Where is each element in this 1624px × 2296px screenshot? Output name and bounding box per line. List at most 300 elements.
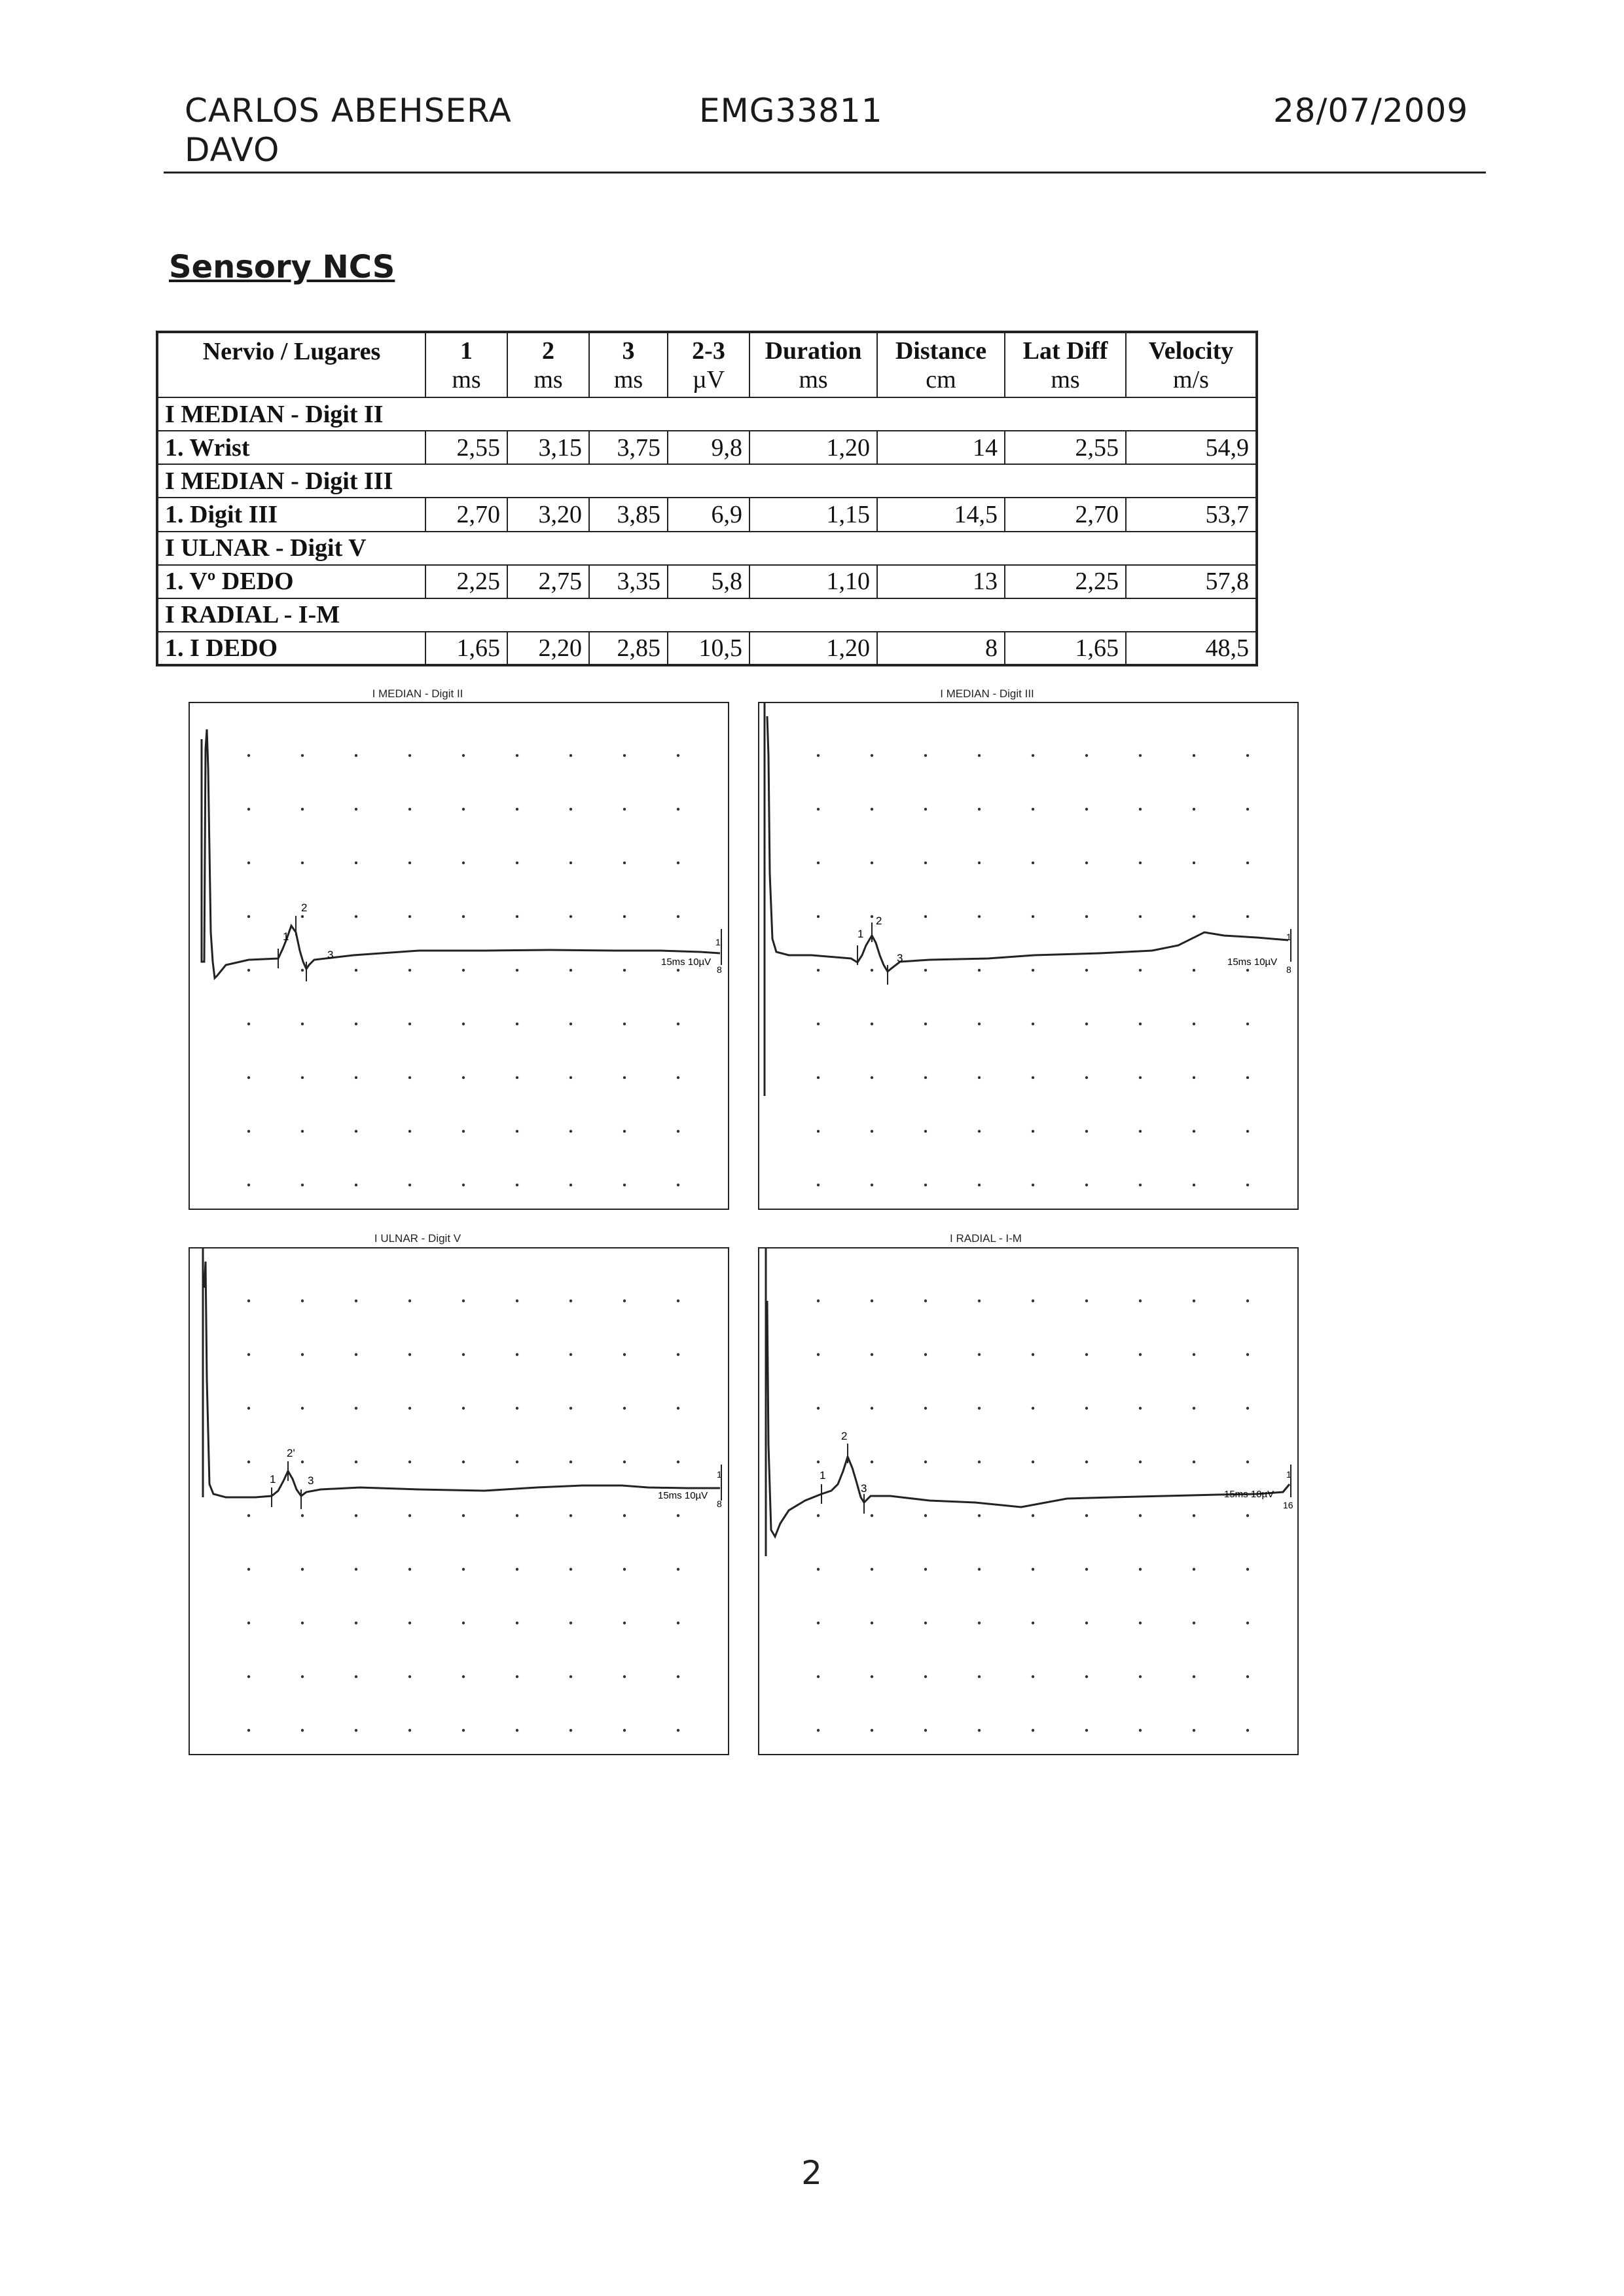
grid-dot [1032, 1076, 1034, 1079]
grid-dot [1085, 862, 1088, 864]
grid-dot [247, 1461, 250, 1463]
grid-dot [1193, 1461, 1195, 1463]
grid-dot [1193, 1729, 1195, 1732]
grid-dot [462, 1514, 465, 1517]
marker-3-label: 3 [897, 952, 903, 964]
grid-dot [1139, 1568, 1142, 1571]
panel-title: I MEDIAN - Digit II [372, 687, 463, 700]
grid-dot [623, 1729, 626, 1732]
grid-dot [1032, 808, 1034, 811]
grid-dot [1246, 1184, 1249, 1186]
grid-dot [569, 1353, 572, 1356]
grid-dots [247, 1300, 679, 1732]
grid-dot [677, 1675, 679, 1678]
grid-dot [408, 1514, 411, 1517]
grid-dot [301, 1300, 304, 1302]
grid-dot [1139, 1514, 1142, 1517]
grid-dot [871, 808, 873, 811]
grid-dot [247, 862, 250, 864]
col-header-amp: 2-3 µV [668, 332, 749, 397]
grid-dot [569, 1184, 572, 1186]
grid-dot [301, 1023, 304, 1025]
patient-name-line2: DAVO [185, 131, 280, 169]
grid-dot [355, 808, 357, 811]
grid-dot [871, 1353, 873, 1356]
value-cell: 3,85 [589, 498, 668, 531]
cursor-bottom-label: 8 [717, 964, 722, 975]
grid-dot [1032, 1184, 1034, 1186]
grid-dot [924, 1729, 927, 1732]
grid-dot [677, 1076, 679, 1079]
grid-dot [355, 1023, 357, 1025]
grid-dot [462, 1622, 465, 1624]
grid-dot [1193, 969, 1195, 972]
grid-dot [569, 1729, 572, 1732]
grid-dot [516, 1076, 518, 1079]
marker-2-label: 2' [287, 1447, 295, 1459]
marker-1-label: 1 [270, 1473, 276, 1485]
grid-dot [462, 1729, 465, 1732]
grid-dot [1139, 1729, 1142, 1732]
grid-dot [1032, 1023, 1034, 1025]
grid-dot [462, 1076, 465, 1079]
grid-dot [871, 862, 873, 864]
marker-3-label: 3 [327, 949, 334, 961]
grid-dot [408, 1622, 411, 1624]
grid-dot [1246, 915, 1249, 918]
value-cell: 3,15 [507, 431, 589, 464]
grid-dot [408, 1353, 411, 1356]
grid-dot [408, 1130, 411, 1133]
grid-dot [569, 1407, 572, 1410]
grid-dot [1246, 808, 1249, 811]
grid-dot [1193, 1514, 1195, 1517]
grid-dot [1085, 1461, 1088, 1463]
table-row [157, 498, 1257, 531]
grid-dot [247, 969, 250, 972]
grid-dot [569, 754, 572, 757]
grid-dot [569, 1461, 572, 1463]
value-cell: 57,8 [1126, 565, 1257, 598]
grid-dot [924, 969, 927, 972]
grid-dot [1246, 1076, 1249, 1079]
grid-dot [871, 1023, 873, 1025]
grid-dot [301, 1407, 304, 1410]
grid-dot [1246, 1407, 1249, 1410]
grid-dot [516, 1675, 518, 1678]
grid-dot [623, 808, 626, 811]
grid-dot [924, 754, 927, 757]
grid-dot [301, 1514, 304, 1517]
grid-dot [569, 1076, 572, 1079]
grid-dot [462, 1130, 465, 1133]
grid-dot [1085, 754, 1088, 757]
scale-label: 15ms 10µV [1227, 957, 1278, 968]
grid-dot [1193, 862, 1195, 864]
grid-dot [247, 1023, 250, 1025]
value-cell: 1,65 [425, 632, 507, 665]
grid-dot [1032, 1729, 1034, 1732]
grid-dot [677, 1184, 679, 1186]
grid-dot [516, 1023, 518, 1025]
grid-dot [462, 969, 465, 972]
grid-dot [569, 1675, 572, 1678]
grid-dot [462, 1184, 465, 1186]
patient-name-line1: CARLOS ABEHSERA [185, 92, 512, 130]
scale-label: 15ms 10µV [658, 1490, 708, 1501]
grid-dot [871, 754, 873, 757]
value-cell: 14 [877, 431, 1005, 464]
site-cell: 1. Wrist [157, 431, 425, 464]
grid-dot [355, 1514, 357, 1517]
grid-dot [301, 1353, 304, 1356]
grid-dot [817, 1729, 820, 1732]
grid-dot [1032, 754, 1034, 757]
grid-dots [817, 1300, 1249, 1732]
col-header-lat2: 2 ms [507, 332, 589, 397]
value-cell: 2,70 [1005, 498, 1126, 531]
grid-dot [301, 754, 304, 757]
grid-dot [1246, 1514, 1249, 1517]
grid-dot [817, 1622, 820, 1624]
grid-dot [408, 1076, 411, 1079]
grid-dot [247, 1622, 250, 1624]
grid-dot [1193, 808, 1195, 811]
cursor-top-label: 1 [1286, 932, 1291, 942]
marker-2-label: 2 [876, 915, 882, 927]
grid-dot [355, 862, 357, 864]
grid-dot [677, 1130, 679, 1133]
grid-dot [677, 969, 679, 972]
grid-dot [924, 1461, 927, 1463]
grid-dot [871, 1300, 873, 1302]
grid-dot [569, 1300, 572, 1302]
grid-dot [462, 808, 465, 811]
grid-dot [871, 1184, 873, 1186]
site-cell: 1. Digit III [157, 498, 425, 531]
grid-dot [1032, 1675, 1034, 1678]
grid-dot [817, 969, 820, 972]
grid-dot [623, 1300, 626, 1302]
grid-dot [516, 1622, 518, 1624]
grid-dot [516, 754, 518, 757]
grid-dot [924, 1300, 927, 1302]
marker-3-label: 3 [861, 1482, 867, 1495]
grid-dot [408, 1729, 411, 1732]
grid-dot [1085, 1675, 1088, 1678]
grid-dot [247, 1184, 250, 1186]
panel-title: I RADIAL - I-M [950, 1232, 1022, 1245]
grid-dot [1085, 1023, 1088, 1025]
grid-dot [1193, 1353, 1195, 1356]
waveform-panel [758, 702, 1299, 1210]
waveform-panel [189, 1247, 729, 1755]
grid-dot [924, 1023, 927, 1025]
grid-dot [978, 915, 981, 918]
grid-dot [1139, 1353, 1142, 1356]
grid-dot [978, 1353, 981, 1356]
grid-dot [516, 862, 518, 864]
grid-dot [623, 1353, 626, 1356]
grid-dot [817, 754, 820, 757]
grid-dot [247, 1568, 250, 1571]
value-cell: 1,20 [749, 632, 877, 665]
grid-dot [1085, 808, 1088, 811]
grid-dot [516, 969, 518, 972]
grid-dot [355, 969, 357, 972]
grid-dot [817, 1461, 820, 1463]
grid-dot [1246, 1023, 1249, 1025]
grid-dot [1085, 1622, 1088, 1624]
grid-dot [924, 1353, 927, 1356]
grid-dot [871, 1461, 873, 1463]
grid-dot [924, 1407, 927, 1410]
section-title: Sensory NCS [169, 249, 395, 285]
grid-dot [355, 1407, 357, 1410]
grid-dot [978, 969, 981, 972]
grid-dot [247, 754, 250, 757]
grid-dot [978, 1568, 981, 1571]
grid-dot [301, 1076, 304, 1079]
value-cell: 48,5 [1126, 632, 1257, 665]
grid-dot [817, 1300, 820, 1302]
grid-dot [871, 1076, 873, 1079]
grid-dot [978, 1675, 981, 1678]
grid-dot [677, 1461, 679, 1463]
grid-dot [408, 915, 411, 918]
grid-dot [1246, 1130, 1249, 1133]
grid-dot [408, 808, 411, 811]
grid-dot [301, 862, 304, 864]
grid-dot [462, 915, 465, 918]
value-cell: 3,75 [589, 431, 668, 464]
grid-dot [408, 969, 411, 972]
grid-dot [408, 1675, 411, 1678]
grid-dot [871, 1407, 873, 1410]
cursor-bottom-label: 8 [1286, 964, 1291, 975]
grid-dot [1032, 1622, 1034, 1624]
grid-dot [623, 969, 626, 972]
grid-dot [1246, 969, 1249, 972]
grid-dot [817, 862, 820, 864]
grid-dot [623, 1622, 626, 1624]
cursor-top-label: 1 [715, 937, 721, 947]
grid-dot [408, 1407, 411, 1410]
grid-dot [1139, 862, 1142, 864]
value-cell: 3,20 [507, 498, 589, 531]
grid-dot [516, 1300, 518, 1302]
grid-dot [978, 1130, 981, 1133]
grid-dot [355, 1729, 357, 1732]
grid-dot [677, 1023, 679, 1025]
grid-dot [1246, 1461, 1249, 1463]
grid-dot [623, 915, 626, 918]
grid-dot [817, 1076, 820, 1079]
grid-dot [924, 1184, 927, 1186]
cursor-bottom-label: 16 [1283, 1500, 1293, 1510]
grid-dot [924, 1130, 927, 1133]
grid-dot [355, 1353, 357, 1356]
grid-dot [623, 1568, 626, 1571]
grid-dot [1193, 915, 1195, 918]
sensory-waveform-trace [766, 1248, 1290, 1556]
grid-dot [1193, 1568, 1195, 1571]
grid-dot [817, 1353, 820, 1356]
panel-title: I ULNAR - Digit V [374, 1232, 461, 1245]
grid-dot [301, 808, 304, 811]
grid-dot [247, 1130, 250, 1133]
grid-dot [301, 969, 304, 972]
grid-dot [871, 1622, 873, 1624]
grid-dot [355, 1622, 357, 1624]
marker-1-label: 1 [283, 930, 289, 943]
table-row [157, 431, 1257, 464]
grid-dot [569, 1568, 572, 1571]
grid-dot [1085, 1353, 1088, 1356]
value-cell: 13 [877, 565, 1005, 598]
table-row [157, 632, 1257, 665]
grid-dot [516, 1353, 518, 1356]
grid-dot [569, 969, 572, 972]
grid-dot [924, 1675, 927, 1678]
grid-dot [1139, 1023, 1142, 1025]
grid-dot [408, 1184, 411, 1186]
grid-dot [1085, 1076, 1088, 1079]
grid-dot [978, 1729, 981, 1732]
grid-dot [1139, 1076, 1142, 1079]
grid-dot [1193, 754, 1195, 757]
grid-dot [1085, 1130, 1088, 1133]
grid-dot [301, 1184, 304, 1186]
grid-dot [978, 1023, 981, 1025]
grid-dot [569, 862, 572, 864]
value-cell: 10,5 [668, 632, 749, 665]
grid-dot [623, 754, 626, 757]
grid-dot [1246, 1622, 1249, 1624]
col-header-lat3: 3 ms [589, 332, 668, 397]
value-cell: 2,75 [507, 565, 589, 598]
grid-dot [677, 1300, 679, 1302]
grid-dot [817, 1568, 820, 1571]
col-header-site: Nervio / Lugares [157, 332, 425, 397]
grid-dot [1085, 915, 1088, 918]
panel-title: I MEDIAN - Digit III [940, 687, 1034, 700]
grid-dot [978, 1461, 981, 1463]
grid-dot [817, 1675, 820, 1678]
grid-dot [1246, 862, 1249, 864]
col-header-velocity: Velocity m/s [1126, 332, 1257, 397]
value-cell: 1,15 [749, 498, 877, 531]
grid-dot [1246, 1729, 1249, 1732]
grid-dot [1032, 1514, 1034, 1517]
grid-dot [1139, 915, 1142, 918]
grid-dot [301, 1622, 304, 1624]
grid-dot [462, 1300, 465, 1302]
marker-1-label: 1 [820, 1469, 826, 1482]
grid-dot [301, 1568, 304, 1571]
site-cell: 1. I DEDO [157, 632, 425, 665]
grid-dot [978, 808, 981, 811]
marker-2-label: 2 [301, 902, 308, 914]
grid-dot [924, 1568, 927, 1571]
value-cell: 6,9 [668, 498, 749, 531]
grid-dot [677, 754, 679, 757]
grid-dot [247, 915, 250, 918]
grid-dot [871, 1568, 873, 1571]
marker-2-label: 2 [841, 1430, 848, 1442]
grid-dot [817, 1407, 820, 1410]
grid-dot [817, 915, 820, 918]
grid-dot [408, 754, 411, 757]
grid-dot [1139, 1675, 1142, 1678]
grid-dot [355, 1675, 357, 1678]
grid-dot [1032, 1568, 1034, 1571]
grid-dot [408, 1461, 411, 1463]
page-number: 2 [801, 2154, 822, 2192]
grid-dot [677, 1729, 679, 1732]
header-divider [164, 172, 1486, 173]
grid-dot [1193, 1076, 1195, 1079]
grid-dot [569, 915, 572, 918]
site-cell: 1. Vº DEDO [157, 565, 425, 598]
grid-dot [1032, 1407, 1034, 1410]
col-header-lat1: 1 ms [425, 332, 507, 397]
grid-dot [1085, 1300, 1088, 1302]
grid-dot [1032, 915, 1034, 918]
grid-dot [516, 915, 518, 918]
grid-dot [408, 862, 411, 864]
marker-3-label: 3 [308, 1474, 314, 1487]
scale-label: 15ms 10µV [661, 957, 712, 968]
grid-dot [408, 1023, 411, 1025]
grid-dot [516, 1130, 518, 1133]
grid-dot [462, 1023, 465, 1025]
grid-dot [871, 1130, 873, 1133]
value-cell: 2,25 [425, 565, 507, 598]
grid-dot [677, 915, 679, 918]
grid-dot [247, 1407, 250, 1410]
grid-dot [1085, 1514, 1088, 1517]
value-cell: 2,25 [1005, 565, 1126, 598]
grid-dot [1193, 1130, 1195, 1133]
grid-dot [462, 754, 465, 757]
marker-1-label: 1 [857, 928, 864, 940]
cursor-bottom-label: 8 [717, 1499, 722, 1509]
nerve-group-label: I ULNAR - Digit V [157, 532, 1257, 565]
grid-dot [355, 1300, 357, 1302]
grid-dot [978, 1514, 981, 1517]
grid-dot [623, 1184, 626, 1186]
grid-dot [462, 862, 465, 864]
nerve-group-label: I RADIAL - I-M [157, 598, 1257, 632]
grid-dot [516, 1184, 518, 1186]
grid-dot [1032, 1130, 1034, 1133]
sensory-waveform-trace [203, 1248, 720, 1497]
col-header-distance: Distance cm [877, 332, 1005, 397]
grid-dot [569, 1023, 572, 1025]
grid-dot [871, 915, 873, 918]
value-cell: 14,5 [877, 498, 1005, 531]
col-header-duration: Duration ms [749, 332, 877, 397]
grid-dot [1139, 1407, 1142, 1410]
nerve-group-label: I MEDIAN - Digit III [157, 464, 1257, 498]
grid-dot [1139, 1622, 1142, 1624]
grid-dot [247, 1729, 250, 1732]
grid-dot [978, 862, 981, 864]
grid-dot [1139, 1461, 1142, 1463]
grid-dot [978, 754, 981, 757]
grid-dot [247, 808, 250, 811]
